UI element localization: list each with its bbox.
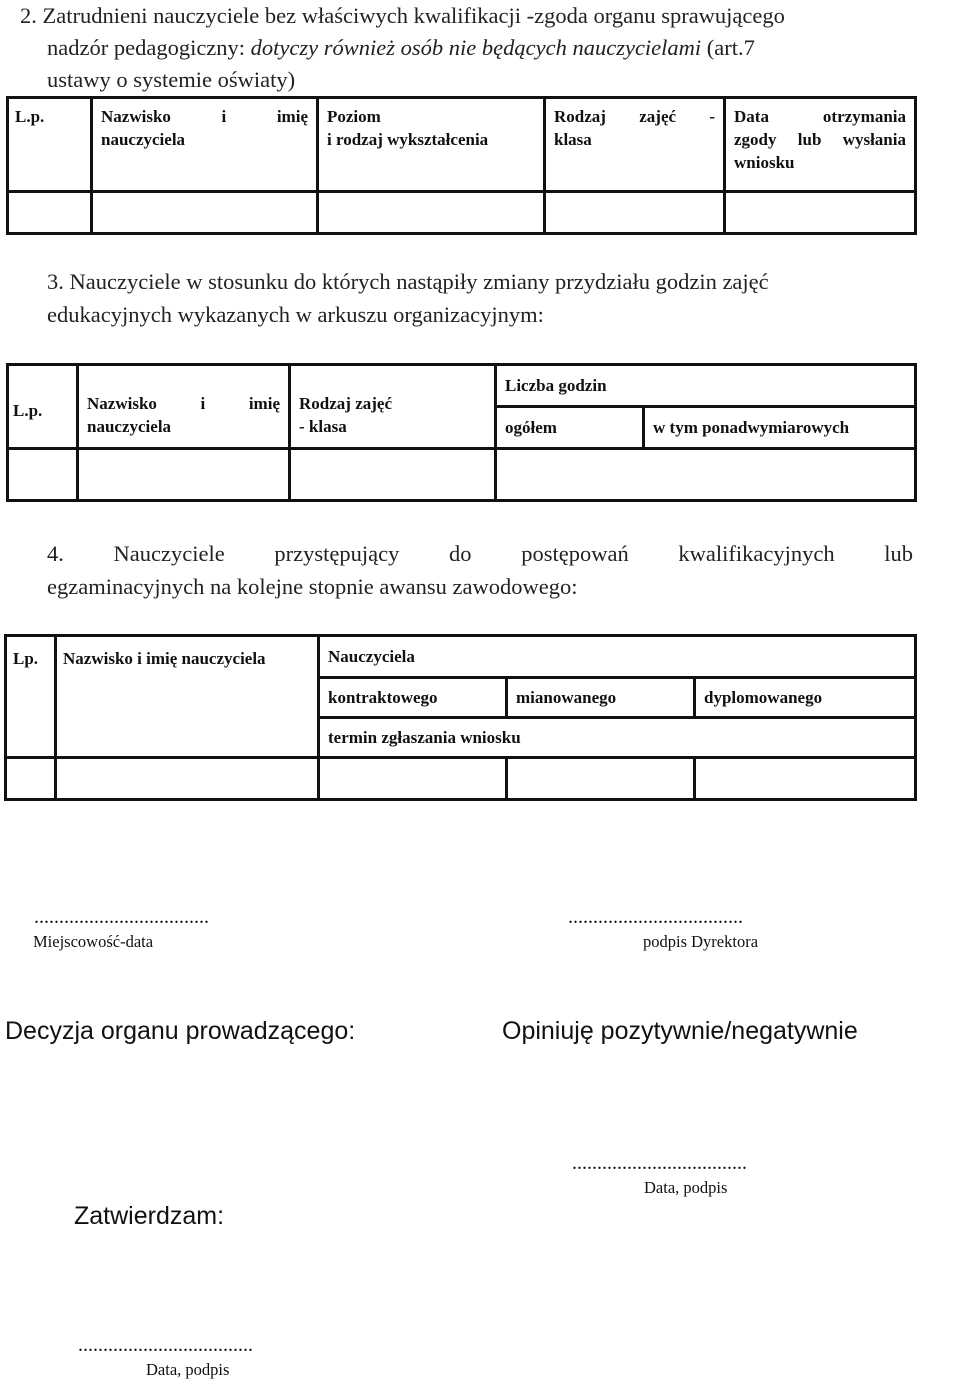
section-3-line-2: edukacyjnych wykazanych w arkuszu organizacyjnym:: [47, 302, 544, 327]
col-contract: kontraktowego: [319, 678, 507, 718]
cell-empty[interactable]: [725, 192, 916, 234]
cell-empty[interactable]: [6, 758, 56, 800]
table-row: [6, 758, 916, 800]
cell-empty[interactable]: [496, 449, 916, 501]
col-education: Poziom i rodzaj wykształcenia: [318, 98, 545, 192]
table-row: [8, 449, 916, 501]
col-consent-date: Data otrzymania zgody lub wysłania wniosku: [725, 98, 916, 192]
col-class: Rodzaj zajęć - klasa: [290, 365, 496, 449]
cell-empty[interactable]: [56, 758, 319, 800]
cell-empty[interactable]: [319, 758, 507, 800]
col-hours: Liczba godzin: [496, 365, 916, 407]
section-4-heading: [47, 537, 913, 603]
table-promotion: [4, 634, 917, 801]
section-2-italic-note: dotyczy również osób nie będących nauczycielami: [250, 35, 702, 60]
cell-empty[interactable]: [290, 449, 496, 501]
table-row: [8, 192, 916, 234]
cell-empty[interactable]: [318, 192, 545, 234]
col-hours-total: ogółem: [496, 407, 644, 449]
label-place-date: Miejscowość-data: [33, 932, 154, 951]
signature-line-place-date: ...................................: [34, 906, 209, 928]
col-lp: Lp.: [6, 636, 56, 758]
col-class: Rodzaj zajęć - klasa: [545, 98, 725, 192]
col-name: Nazwisko i imię nauczyciela: [78, 365, 290, 449]
table-header-row: [8, 98, 916, 192]
section-3-line-1: 3. Nauczyciele w stosunku do których nastąpiły zmiany przydziału godzin zajęć: [47, 269, 769, 294]
table-header-row: [8, 365, 916, 407]
section-2-line-2: nadzór pedagogiczny: dotyczy również osób nie będących nauczycielami (art.7: [47, 35, 755, 60]
section-2-line-3: ustawy o systemie oświaty): [47, 67, 296, 92]
label-opinion: Opiniuję pozytywnie/negatywnie: [502, 1017, 858, 1045]
cell-empty[interactable]: [78, 449, 290, 501]
label-authority-decision: Decyzja organu prowadzącego:: [5, 1017, 356, 1045]
signature-line-approve: ...................................: [78, 1334, 253, 1356]
table-hours-changes: [6, 363, 917, 502]
label-approve: Zatwierdzam:: [74, 1202, 225, 1230]
col-certified: dyplomowanego: [695, 678, 916, 718]
col-hours-overtime: w tym ponadwymiarowych: [644, 407, 916, 449]
cell-empty[interactable]: [92, 192, 318, 234]
cell-empty[interactable]: [695, 758, 916, 800]
section-4-line-1: 4. Nauczyciele przystępujący do postępowań kwalifikacyjnych lub: [47, 541, 913, 566]
signature-line-director: ...................................: [568, 906, 743, 928]
col-lp: L.p.: [8, 365, 78, 449]
label-approve-date-signature: Data, podpis: [146, 1360, 230, 1379]
label-opinion-date-signature: Data, podpis: [644, 1178, 728, 1197]
col-name: Nazwisko i imię nauczyciela: [92, 98, 318, 192]
cell-empty[interactable]: [545, 192, 725, 234]
col-deadline: termin zgłaszania wniosku: [319, 718, 916, 758]
section-3-heading: [47, 265, 927, 331]
section-2-line-1: 2. Zatrudnieni nauczyciele bez właściwych kwalifikacji -zgoda organu sprawującego: [20, 3, 785, 28]
col-name: Nazwisko i imię nauczyciela: [56, 636, 319, 758]
cell-empty[interactable]: [507, 758, 695, 800]
col-lp: L.p.: [8, 98, 92, 192]
cell-empty[interactable]: [8, 192, 92, 234]
cell-empty[interactable]: [8, 449, 78, 501]
section-2-heading: [20, 0, 950, 96]
section-4-line-2: egzaminacyjnych na kolejne stopnie awansu zawodowego:: [47, 574, 578, 599]
col-teacher: Nauczyciela: [319, 636, 916, 678]
table-header-row: [6, 636, 916, 678]
label-director-signature: podpis Dyrektora: [643, 932, 759, 951]
signature-line-opinion: ...................................: [572, 1152, 747, 1174]
table-unqualified-teachers: [6, 96, 917, 235]
col-appointed: mianowanego: [507, 678, 695, 718]
